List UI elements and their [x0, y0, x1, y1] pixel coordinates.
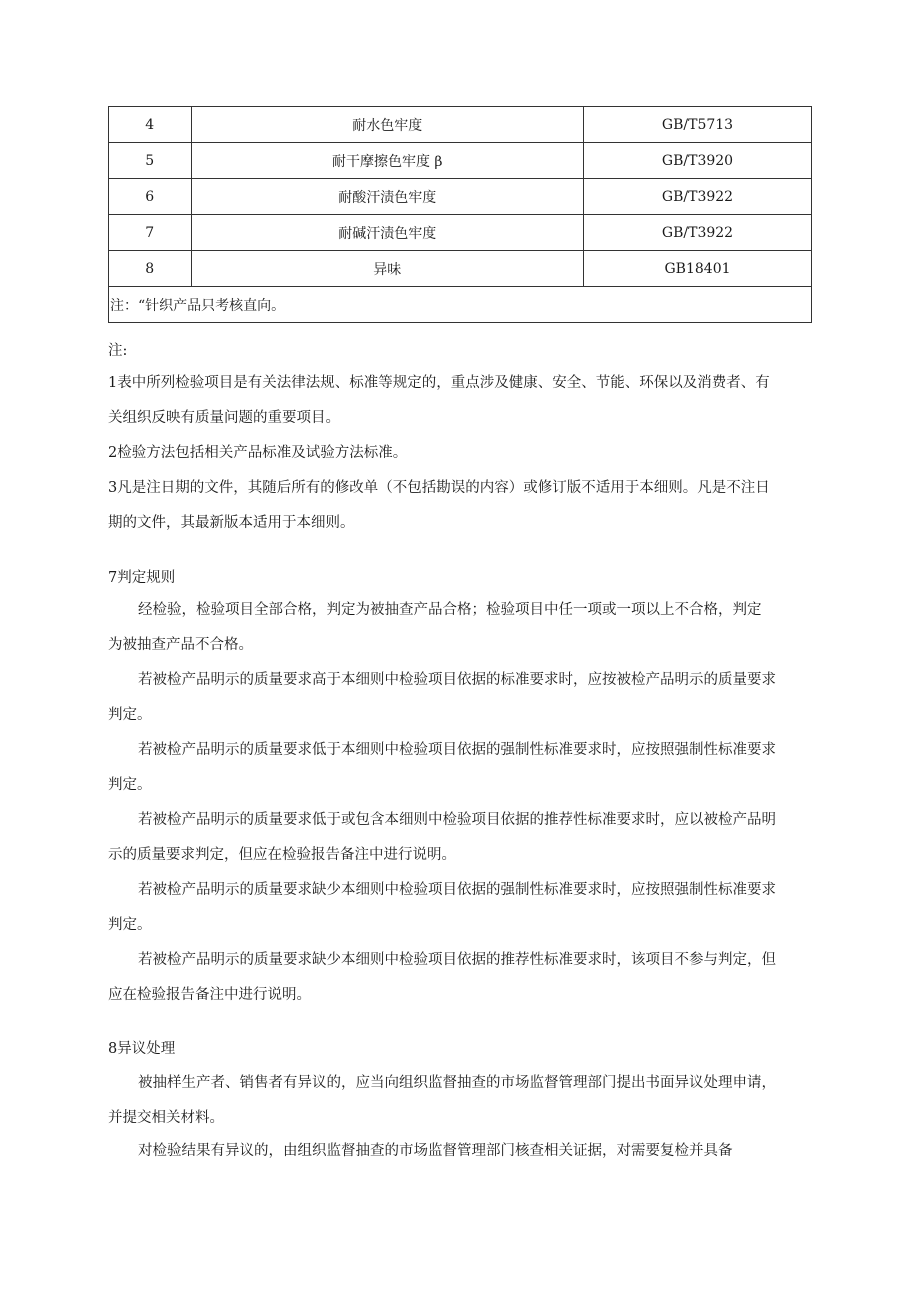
paragraph-line: 为被抽查产品不合格。 [108, 637, 253, 653]
paragraph-line: 并提交相关材料。 [108, 1110, 224, 1126]
section-7-paragraph-2 [108, 663, 818, 733]
paragraph-line: 若被检产品明示的质量要求低于本细则中检验项目依据的强制性标准要求时，应按照强制性标准要求 [138, 742, 776, 758]
item-name: 异味 [191, 251, 584, 287]
item-method: GB/T3920 [584, 143, 812, 179]
section-7-paragraph-4 [108, 803, 818, 873]
note-3 [108, 471, 818, 541]
note-1 [108, 366, 818, 436]
item-method: GB/T3922 [584, 179, 812, 215]
table-row [109, 251, 812, 287]
item-method: GB/T3922 [584, 215, 812, 251]
paragraph-line: 判定。 [108, 707, 152, 723]
item-name: 耐酸汗渍色牢度 [191, 179, 584, 215]
section-7-title: 7判定规则 [108, 570, 176, 586]
item-number: 7 [109, 215, 192, 251]
note-3-line-1: 3凡是注日期的文件，其随后所有的修改单（不包括勘误的内容）或修订版不适用于本细则。凡是不注日 [108, 480, 770, 496]
note-2: 2检验方法包括相关产品标准及试验方法标准。 [108, 445, 408, 461]
paragraph-line: 经检验，检验项目全部合格，判定为被抽查产品合格；检验项目中任一项或一项以上不合格，判定 [138, 602, 762, 618]
paragraph-line: 若被检产品明示的质量要求缺少本细则中检验项目依据的强制性标准要求时，应按照强制性标准要求 [138, 882, 776, 898]
section-7-paragraph-6 [108, 943, 818, 1013]
section-7-paragraph-5 [108, 873, 818, 943]
paragraph-line: 被抽样生产者、销售者有异议的，应当向组织监督抽查的市场监督管理部门提出书面异议处理申请， [138, 1075, 776, 1091]
table-row [109, 143, 812, 179]
note-1-line-1: 1表中所列检验项目是有关法律法规、标准等规定的，重点涉及健康、安全、节能、环保以及消费者、有 [108, 375, 770, 391]
item-method: GB/T5713 [584, 107, 812, 143]
item-number: 8 [109, 251, 192, 287]
inspection-items-table [108, 106, 812, 323]
table-row [109, 215, 812, 251]
paragraph-line: 若被检产品明示的质量要求高于本细则中检验项目依据的标准要求时，应按被检产品明示的质量要求 [138, 672, 776, 688]
paragraph-line: 对检验结果有异议的，由组织监督抽查的市场监督管理部门核查相关证据，对需要复检并具备 [138, 1143, 733, 1159]
note-1-line-2: 关组织反映有质量问题的重要项目。 [108, 410, 340, 426]
item-number: 4 [109, 107, 192, 143]
paragraph-line: 应在检验报告备注中进行说明。 [108, 987, 311, 1003]
paragraph-line: 示的质量要求判定，但应在检验报告备注中进行说明。 [108, 847, 456, 863]
item-method: GB18401 [584, 251, 812, 287]
paragraph-line: 判定。 [108, 917, 152, 933]
item-name: 耐干摩擦色牢度 β [191, 143, 584, 179]
table-row [109, 107, 812, 143]
section-8-paragraph-1 [108, 1066, 818, 1136]
paragraph-line: 若被检产品明示的质量要求低于或包含本细则中检验项目依据的推荐性标准要求时，应以被检产品明 [138, 812, 776, 828]
section-8-title: 8异议处理 [108, 1041, 176, 1057]
table-row [109, 179, 812, 215]
section-7-paragraph-1 [108, 593, 818, 663]
item-name: 耐水色牢度 [191, 107, 584, 143]
section-7-paragraph-3 [108, 733, 818, 803]
paragraph-line: 判定。 [108, 777, 152, 793]
notes-heading: 注: [108, 343, 128, 359]
note-3-line-2: 期的文件，其最新版本适用于本细则。 [108, 515, 355, 531]
item-number: 5 [109, 143, 192, 179]
item-number: 6 [109, 179, 192, 215]
section-8-paragraph-2 [108, 1134, 818, 1169]
item-name: 耐碱汗渍色牢度 [191, 215, 584, 251]
table-footnote-row [109, 287, 812, 323]
paragraph-line: 若被检产品明示的质量要求缺少本细则中检验项目依据的推荐性标准要求时，该项目不参与判定，但 [138, 952, 776, 968]
table-footnote: 注：“针织产品只考核直向。 [109, 287, 812, 323]
